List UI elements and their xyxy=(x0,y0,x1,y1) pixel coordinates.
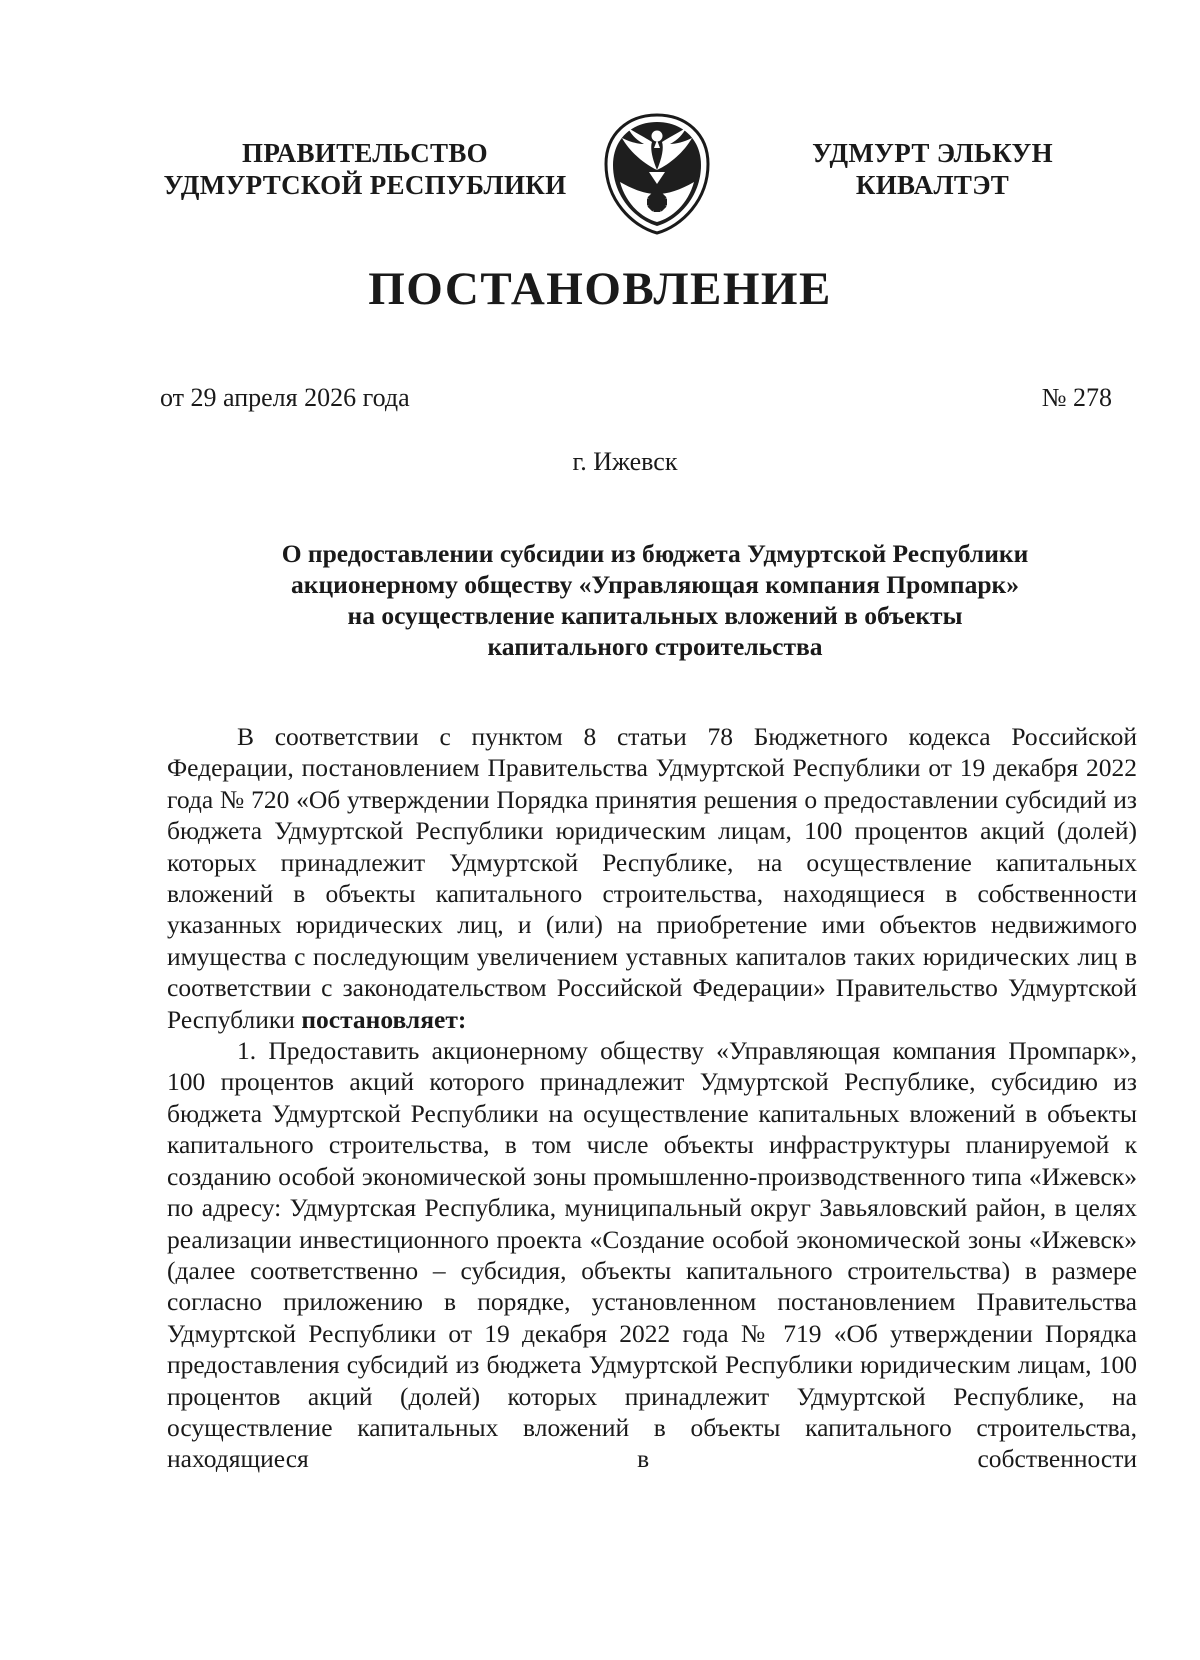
government-name-russian xyxy=(150,137,580,201)
document-body xyxy=(167,721,1137,1475)
heading-line4: капитального строительства xyxy=(487,632,823,661)
government-name-udmurt xyxy=(800,137,1065,201)
document-heading xyxy=(160,538,1120,662)
udmurt-coat-of-arms-icon xyxy=(600,112,714,236)
government-name-udmurt-line1: УДМУРТ ЭЛЬКУН xyxy=(812,138,1053,168)
document-number: № 278 xyxy=(1041,383,1112,412)
heading-line2: акционерному обществу «Управляющая компания Промпарк» xyxy=(291,570,1019,599)
document-title: ПОСТАНОВЛЕНИЕ xyxy=(368,263,832,315)
government-name-line1: ПРАВИТЕЛЬСТВО xyxy=(242,138,488,168)
government-name-udmurt-line2: КИВАЛТЭТ xyxy=(855,170,1010,200)
decree-word: постановляет: xyxy=(301,1004,467,1034)
preamble-paragraph xyxy=(167,721,1137,1035)
heading-line3: на осуществление капитальных вложений в объекты xyxy=(347,601,963,630)
heading-line1: О предоставлении субсидии из бюджета Удмуртской Республики xyxy=(281,539,1029,568)
document-date: от 29 апреля 2026 года xyxy=(160,383,410,412)
document-city: г. Ижевск xyxy=(572,447,678,476)
item-1-paragraph: 1. Предоставить акционерному обществу «Управляющая компания Промпарк», 100 процентов акций которого принадлежит Удмуртской Республике, субсидию из бюджета Удмуртской Республики на осуществление капитальных вложений в объекты капитального строительства, в том числе объекты инфраструктуры планируемой к созданию особой экономической зоны промышленно-производственного типа «Ижевск» по адресу: Удмуртская Республика, муниципальный округ Завьяловский район, в целях реализации инвестиционного проекта «Создание особой экономической зоны «Ижевск» (далее соответственно – субсидия, объекты капитального строительства) в размере согласно приложению в порядке, установленном постановлением Правительства Удмуртской Республики от 19 декабря 2022 года № 719 «Об утверждении Порядка предоставления субсидий из бюджета Удмуртской Республики юридическим лицам, 100 процентов акций (долей) которых принадлежит Удмуртской Республике, на осуществление капитальных вложений в объекты капитального строительства, находящиеся в собственности xyxy=(167,1036,1137,1474)
government-name-line2: УДМУРТСКОЙ РЕСПУБЛИКИ xyxy=(163,170,567,200)
preamble-text: В соответствии с пунктом 8 статьи 78 Бюджетного кодекса Российской Федерации, постановлением Правительства Удмуртской Республики от 19 декабря 2022 года № 720 «Об утверждении Порядка принятия решения о предоставлении субсидий из бюджета Удмуртской Республики юридическим лицам, 100 процентов акций (долей) которых принадлежит Удмуртской Республике, на осуществление капитальных вложений в объекты капитального строительства, находящиеся в собственности указанных юридических лиц, и (или) на приобретение ими объектов недвижимого имущества с последующим увеличением уставных капиталов таких юридических лиц в соответствии с законодательством Российской Федерации» Правительство Удмуртской Республики xyxy=(167,722,1137,1034)
